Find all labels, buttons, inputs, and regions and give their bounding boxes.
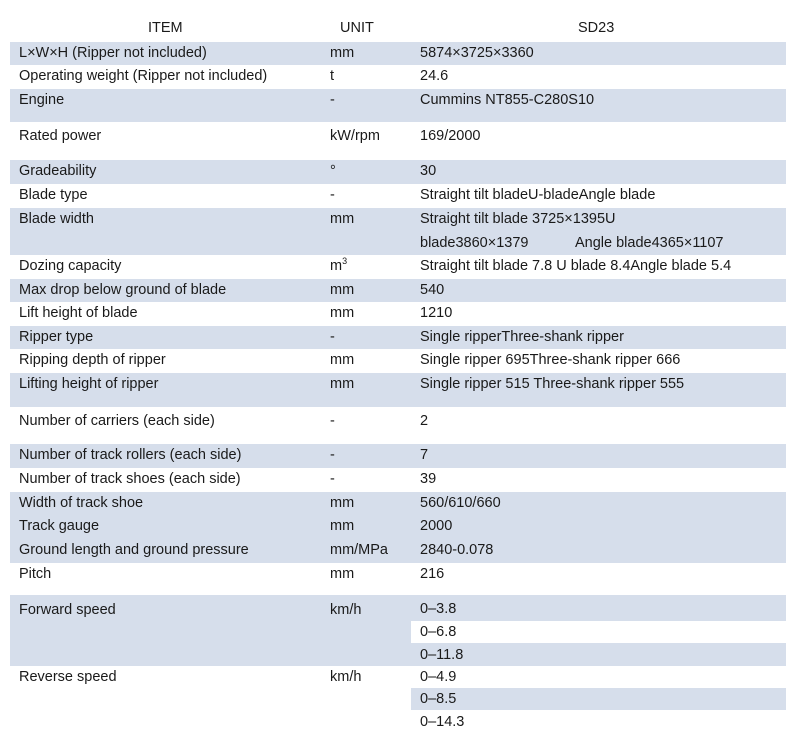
- speed-cell: [411, 644, 786, 666]
- table-row: [10, 468, 786, 492]
- value-label: 169/2000: [420, 128, 481, 144]
- value-line2-left: blade3860×1379: [420, 235, 529, 251]
- unit-label: mm: [330, 518, 355, 534]
- item-label: Number of track shoes (each side): [19, 471, 241, 487]
- speed-cell: [411, 598, 786, 620]
- unit-label: -: [330, 187, 335, 203]
- speed-cell: [411, 621, 786, 643]
- unit-label: mm: [330, 45, 355, 61]
- unit-label: kW/rpm: [330, 128, 380, 144]
- value-label: Straight tilt bladeU-bladeAngle blade: [420, 187, 656, 203]
- unit-label: mm: [330, 211, 355, 227]
- unit-label: km/h: [330, 669, 362, 685]
- value-label: Single ripper 695Three-shank ripper 666: [420, 352, 681, 368]
- item-label: Blade type: [19, 187, 88, 203]
- unit-label: km/h: [330, 602, 362, 618]
- unit-label: mm: [330, 376, 355, 392]
- unit-label: -: [330, 471, 335, 487]
- value-label: 2: [420, 413, 429, 429]
- unit-label: mm/MPa: [330, 542, 388, 558]
- value-label: 560/610/660: [420, 495, 501, 511]
- value-label: 30: [420, 163, 437, 179]
- value-label: 216: [420, 566, 445, 582]
- table-row: [10, 89, 786, 122]
- table-row-reverse-speed: [10, 666, 786, 736]
- unit-label: mm: [330, 282, 355, 298]
- item-label: Ground length and ground pressure: [19, 542, 249, 558]
- item-label: Number of track rollers (each side): [19, 447, 242, 463]
- item-label: Reverse speed: [19, 669, 117, 685]
- unit-label: °: [330, 163, 336, 179]
- speed-cell: [411, 688, 786, 710]
- item-label: L×W×H (Ripper not included): [19, 45, 207, 61]
- value-label: 540: [420, 282, 445, 298]
- item-label: Ripper type: [19, 329, 94, 345]
- table-row: [10, 65, 786, 89]
- speed-value: 0–4.9: [420, 669, 457, 685]
- table-row: [10, 279, 786, 302]
- item-label: Rated power: [19, 128, 102, 144]
- unit-label: mm: [330, 566, 355, 582]
- value-line2-right: Angle blade4365×1107: [575, 235, 724, 251]
- value-label: Cummins NT855-C280S10: [420, 92, 595, 108]
- value-label: Straight tilt blade 3725×1395U: [420, 211, 616, 227]
- table-header: [10, 18, 786, 42]
- unit-label: [330, 255, 347, 279]
- table-row: [10, 349, 786, 373]
- value-label: 39: [420, 471, 437, 487]
- table-row: [10, 492, 786, 515]
- unit-label: -: [330, 413, 335, 429]
- item-label: Blade width: [19, 211, 94, 227]
- unit-label: mm: [330, 352, 355, 368]
- value-label: Single ripper 515 Three-shank ripper 555: [420, 376, 685, 392]
- item-label: Width of track shoe: [19, 495, 144, 511]
- item-label: Lift height of blade: [19, 305, 138, 321]
- table-row: [10, 563, 786, 595]
- item-label: Pitch: [19, 566, 52, 582]
- item-label: Dozing capacity: [19, 258, 122, 274]
- spec-table: [10, 18, 786, 736]
- item-label: Gradeability: [19, 163, 97, 179]
- table-row: [10, 326, 786, 349]
- speed-value: 0–6.8: [420, 624, 457, 640]
- unit-superscript: 3: [342, 256, 348, 267]
- value-label: 7: [420, 447, 429, 463]
- item-label: Track gauge: [19, 518, 100, 534]
- table-row: [10, 539, 786, 563]
- table-row: [10, 208, 786, 255]
- item-label: Ripping depth of ripper: [19, 352, 166, 368]
- header-model: SD23: [578, 20, 615, 36]
- value-label: 24.6: [420, 68, 449, 84]
- unit-label: -: [330, 329, 335, 345]
- value-label: Single ripperThree-shank ripper: [420, 329, 624, 345]
- table-row: [10, 42, 786, 65]
- table-row: [10, 407, 786, 444]
- header-item: ITEM: [148, 20, 183, 36]
- value-line2: [420, 231, 724, 255]
- unit-label: -: [330, 92, 335, 108]
- value-label: 1210: [420, 305, 453, 321]
- speed-value: 0–11.8: [420, 647, 464, 663]
- item-label: Max drop below ground of blade: [19, 282, 227, 298]
- table-row: [10, 122, 786, 160]
- table-row: [10, 444, 786, 468]
- unit-label: mm: [330, 495, 355, 511]
- speed-cell: [411, 711, 786, 733]
- item-label: Operating weight (Ripper not included): [19, 68, 268, 84]
- unit-label: t: [330, 68, 335, 84]
- speed-value: 0–3.8: [420, 601, 457, 617]
- table-row: [10, 515, 786, 539]
- speed-cell: [411, 666, 786, 688]
- value-label: Straight tilt blade 7.8 U blade 8.4Angle blade 5.4: [420, 258, 732, 274]
- value-label: 2000: [420, 518, 453, 534]
- value-label: 5874×3725×3360: [420, 45, 534, 61]
- item-label: Engine: [19, 92, 65, 108]
- unit-label: -: [330, 447, 335, 463]
- item-label: Number of carriers (each side): [19, 413, 215, 429]
- value-label: 2840-0.078: [420, 542, 494, 558]
- item-label: Forward speed: [19, 602, 116, 618]
- speed-value: 0–14.3: [420, 714, 465, 730]
- table-row: [10, 184, 786, 208]
- header-unit: UNIT: [340, 20, 374, 36]
- unit-base: m: [330, 258, 343, 274]
- table-row-forward-speed: [10, 595, 786, 666]
- unit-label: mm: [330, 305, 355, 321]
- table-row: [10, 160, 786, 184]
- table-row: [10, 255, 786, 279]
- item-label: Lifting height of ripper: [19, 376, 159, 392]
- speed-value: 0–8.5: [420, 691, 457, 707]
- table-row: [10, 302, 786, 326]
- table-row: [10, 373, 786, 407]
